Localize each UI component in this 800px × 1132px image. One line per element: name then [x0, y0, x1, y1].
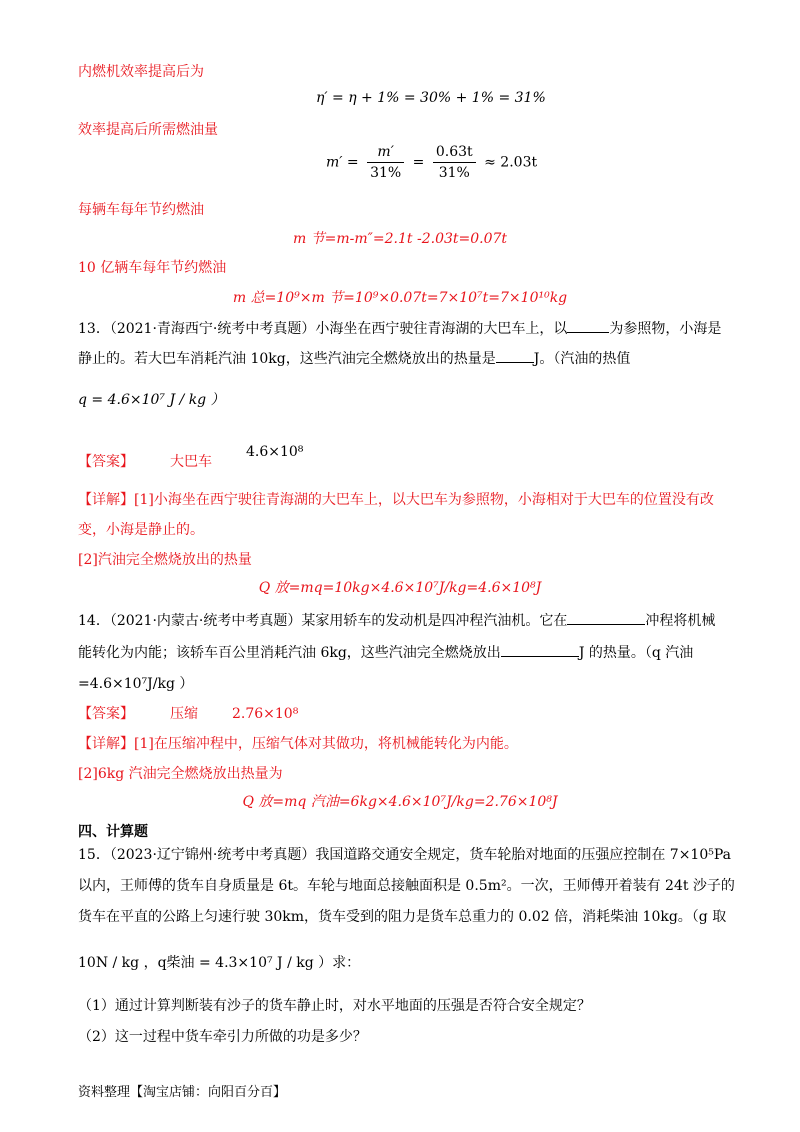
- q13-answer-1: 大巴车: [170, 454, 212, 470]
- fuel-formula: [326, 142, 537, 183]
- fuel-formula-result: ≈ 2.03t: [484, 154, 538, 171]
- q14-answer-1: 压缩: [170, 706, 198, 722]
- q15-line2: 以内，王师傅的货车自身质量是 6t。车轮与地面总接触面积是 0.5m²。一次，王师傅开着装有 24t 沙子的: [78, 878, 735, 894]
- fuel-fraction-1-num: m′: [367, 142, 404, 163]
- q15-sub2: （2）这一过程中货车牵引力所做的功是多少？: [78, 1029, 367, 1045]
- q13-detail-formula: Q 放=mq=10kg×4.6×10⁷J/kg=4.6×10⁸J: [258, 580, 542, 596]
- q14-detail-2: [2]6kg 汽油完全燃烧放出热量为: [78, 766, 283, 782]
- q14-line1: [78, 610, 715, 631]
- efficiency-formula: η′ = η + 1% = 30% + 1% = 31%: [316, 90, 546, 106]
- q13-detail-2: 变，小海是静止的。: [78, 522, 204, 538]
- q14-detail-1: 【详解】[1]在压缩冲程中，压缩气体对其做功，将机械能转化为内能。: [78, 736, 518, 752]
- q14-line1-a: 14．（2021·内蒙古·统考中考真题）某家用轿车的发动机是四冲程汽油机。它在: [78, 613, 568, 629]
- fuel-heading: 效率提高后所需燃油量: [78, 122, 218, 138]
- q14-answer-label: 【答案】: [78, 706, 134, 722]
- page-footer: 资料整理【淘宝店铺：向阳百分百】: [78, 1085, 287, 1100]
- q14-line2: [78, 642, 693, 663]
- q13-line2-b: J。（汽油的热值: [533, 351, 631, 367]
- q14-line2-a: 能转化为内能；该轿车百公里消耗汽油 6kg，这些汽油完全燃烧放出: [78, 645, 501, 661]
- q14-blank-2: [501, 642, 579, 657]
- q13-line2-a: 静止的。若大巴车消耗汽油 10kg，这些汽油完全燃烧放出的热量是: [78, 351, 496, 367]
- fuel-fraction-2-num: 0.63t: [433, 142, 476, 163]
- q14-line3: =4.6×10⁷J/kg ）: [78, 676, 194, 692]
- q14-detail-formula: Q 放=mq 汽油=6kg×4.6×10⁷J/kg=2.76×10⁸J: [242, 794, 558, 810]
- fuel-formula-lhs: m′ =: [326, 154, 359, 171]
- fuel-fraction-1-den: 31%: [370, 165, 402, 181]
- save-formula: m 节=m-m″=2.1t -2.03t=0.07t: [292, 231, 508, 247]
- q15-sub1: （1）通过计算判断装有沙子的货车静止时，对水平地面的压强是否符合安全规定？: [78, 998, 591, 1014]
- efficiency-heading: 内燃机效率提高后为: [78, 64, 204, 80]
- fuel-formula-eq: =: [412, 154, 425, 171]
- section-title: 四、计算题: [78, 824, 148, 840]
- q15-line3: 货车在平直的公路上匀速行驶 30km，货车受到的阻力是货车总重力的 0.02 倍，消耗柴油 10kg。（g 取: [78, 909, 727, 925]
- q13-line1-b: 为参照物，小海是: [609, 321, 722, 337]
- q13-line2: [78, 348, 630, 369]
- q13-line3: q = 4.6×10⁷ J / kg ）: [78, 392, 225, 408]
- fuel-fraction-2-den: 31%: [438, 165, 470, 181]
- q14-blank-1: [567, 610, 645, 625]
- q13-line1-a: 13．（2021·青海西宁·统考中考真题）小海坐在西宁驶往青海湖的大巴车上，以: [78, 321, 568, 337]
- fuel-fraction-2: [433, 142, 476, 183]
- q14-answer-2: 2.76×10⁸: [232, 706, 299, 722]
- q13-blank-1: [567, 318, 609, 333]
- q15-line1: 15．（2023·辽宁锦州·统考中考真题）我国道路交通安全规定，货车轮胎对地面的压强应控制在 7×10⁵Pa: [78, 847, 731, 863]
- fuel-fraction-1: [367, 142, 404, 183]
- q13-blank-2: [496, 348, 534, 363]
- q13-line1: [78, 318, 721, 339]
- total-heading: 10 亿辆车每年节约燃油: [78, 260, 227, 276]
- q14-line2-b: J 的热量。（q 汽油: [578, 645, 694, 661]
- save-heading: 每辆车每年节约燃油: [78, 202, 204, 218]
- q14-line1-b: 冲程将机械: [645, 613, 716, 629]
- q13-answer-2: 4.6×10⁸: [246, 444, 304, 460]
- total-formula: m 总=10⁹×m 节=10⁹×0.07t=7×10⁷t=7×10¹⁰kg: [232, 290, 568, 306]
- q13-answer-label: 【答案】: [78, 454, 134, 470]
- q15-line4: 10N / kg ，q柴油 = 4.3×10⁷ J / kg ）求：: [78, 955, 361, 971]
- q13-detail-1: 【详解】[1]小海坐在西宁驶往青海湖的大巴车上，以大巴车为参照物，小海相对于大巴车的位置没有改: [78, 492, 714, 508]
- q13-detail-3: [2]汽油完全燃烧放出的热量: [78, 552, 252, 568]
